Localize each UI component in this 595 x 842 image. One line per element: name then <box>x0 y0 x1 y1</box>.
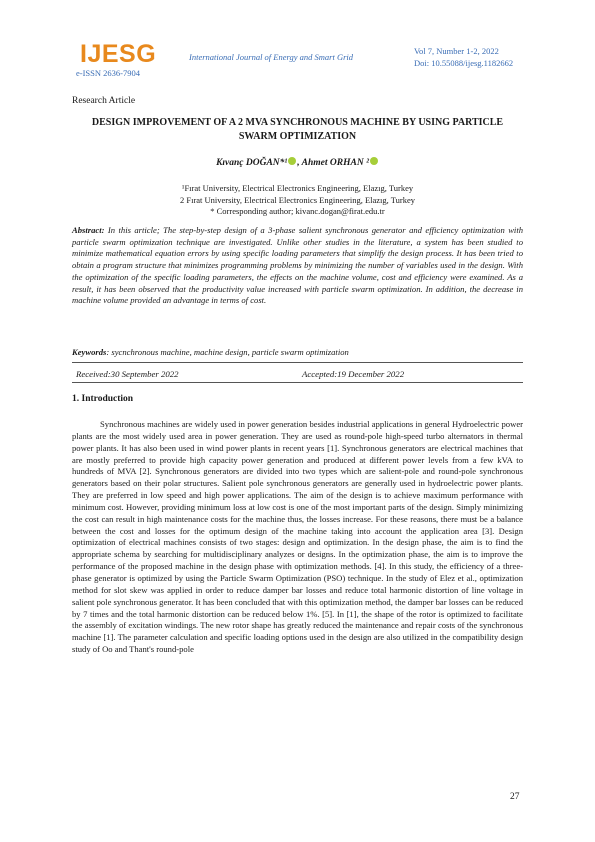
keywords <box>72 347 523 357</box>
abstract-label: Abstract: <box>72 225 105 235</box>
paper-title: DESIGN IMPROVEMENT OF A 2 MVA SYNCHRONOUS MACHINE BY USING PARTICLE SWARM OPTIMIZATION <box>91 117 504 142</box>
abstract <box>72 225 523 307</box>
section-heading: 1. Introduction <box>72 394 134 404</box>
volume-info <box>414 45 513 69</box>
affiliations <box>72 183 523 218</box>
author-name: Kıvanç DOĞAN*¹ <box>216 158 288 168</box>
author-list: Kıvanç DOĞAN*¹ , Ahmet ORHAN ² <box>72 157 523 168</box>
affiliation: ¹Fırat University, Electrical Electronics Engineering, Elazıg, Turkey <box>181 183 414 193</box>
keywords-text: : sycnchronous machine, machine design, particle swarm optimization <box>106 347 349 357</box>
accepted-date: Accepted:19 December 2022 <box>302 369 405 379</box>
abstract-text: In this article; The step-by-step design of a 3-phase salient synchronous generator and efficiency optimization with particle swarm optimization technique are investigated. Unlike other studies in the literature, a system has been studied to minimize mathematical equation errors by using specific loading parameters that simplify the design process. It has been tried to obtain a program structure that minimizes programming problems by minimizing the number of variables used in the design. With the optimization of the specific loading parameters, the effects on the machine volume, cost and efficiency were examined. As a result, it has been observed that the productivity value increased with particle swarm optimization. In addition, the decrease in machine volume provided an advantage in terms of cost. <box>72 225 523 306</box>
page-header <box>70 38 532 80</box>
doi-link[interactable]: Doi: 10.55088/ijesg.1182662 <box>414 58 514 68</box>
volume: Vol 7, Number 1-2, 2022 <box>414 46 499 56</box>
keywords-label: Keywords <box>72 347 107 357</box>
article-type: Research Article <box>72 96 136 106</box>
section-body: Synchronous machines are widely used in power generation besides industrial applications in general Hydroelectric power plants are the most widely used area in power generation. They are used as round-pole high-speed turbo alternators in thermal power plants. It has also been used in wind power plants in recent years [1]. Synchronous generators are electrical machines that are mostly preferred to provide high capacity power generation and produced at different power levels from a few kVA to hundreds of MVA [2]. Synchronous generators are divided into two types which are salient-pole and round-pole synchronous generators based on their polar structures. Salient pole synchronous generators are generally used in hydroelectric power plants. They are preferred in low speed and high power applications. The aim of the design is to achieve maximum performance with minimum cost. However, providing minimum loss at low cost is one of the most important parts of the design. Simply minimizing the cost can result in high maintenance costs for the machine thus, the losses increase. For these reasons, there must be a balance between the cost and losses for the optimum design of the machine taking into account the application area [3]. Design optimization of electrical machines consists of two stages: design and optimization. In the design phase, the aim is to find the appropriate schema by searching for multidisciplinary analyzes or designs. In the optimization phase, the aim is to improve the performance of the proposed machine in the design phase with optimization methods. [4]. In this study, the efficiency of a three-phase generator is optimized by using the Particle Swarm Optimization (PSO) technique. In the study of Elez et al., optimization method for slot skew was applied in order to reduce damper bar losses and reduce total harmonic distortion of line voltage in salient pole synchronous generator. It has been concluded that with this optimization method, the damper bar losses can be reduced by 7 times and the total harmonic distortion can be reduced below 1%. [5]. In [1], the shape of the rotor is optimized to facilitate the assembly of excitation windings. The new rotor shape has greatly reduced the maintenance and repair costs of the synchronous machine [1]. The parameter calculation and specific loading options used in the design are also utilized in the compatibility design study of Oo and Thant's round-pole <box>72 419 523 655</box>
journal-name: International Journal of Energy and Smart Grid <box>189 52 354 62</box>
divider <box>72 382 523 383</box>
affiliation: 2 Fırat University, Electrical Electronics Engineering, Elazıg, Turkey <box>179 194 416 205</box>
received-date: Received:30 September 2022 <box>76 369 179 379</box>
page-number: 27 <box>510 792 520 802</box>
corresponding-author: * Corresponding author; kivanc.dogan@firat.edu.tr <box>210 206 385 216</box>
orcid-icon[interactable] <box>370 157 378 165</box>
issn: e-ISSN 2636-7904 <box>76 68 140 78</box>
divider <box>72 362 523 363</box>
orcid-icon[interactable] <box>288 157 296 165</box>
journal-logo: IJESG <box>80 40 157 68</box>
author-name: Ahmet ORHAN ² <box>301 158 369 168</box>
